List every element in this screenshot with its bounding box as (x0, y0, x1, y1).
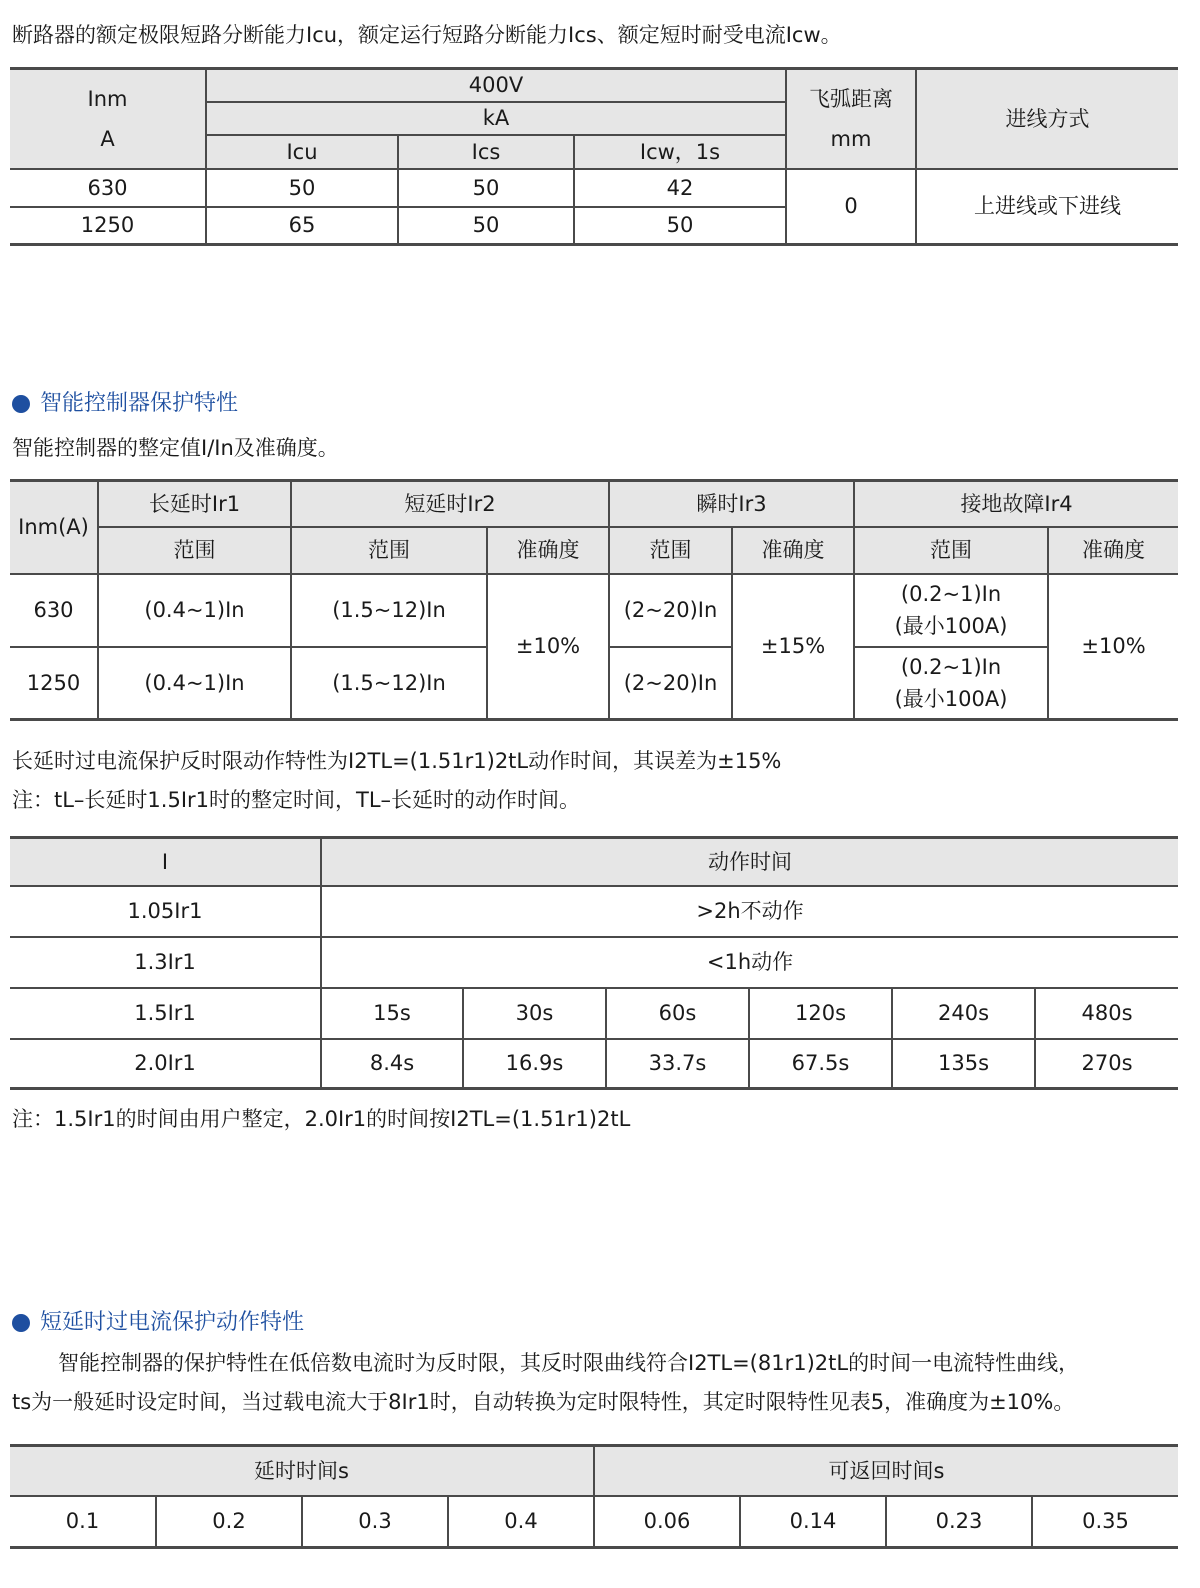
table-row (10, 1496, 1178, 1548)
table2-header-inst: 瞬时Ir3 (609, 481, 854, 527)
table2-header-long: 长延时Ir1 (98, 481, 291, 527)
table2-cell: (0.2~1)In (900, 582, 1002, 606)
table2-header-accuracy: 准确度 (732, 527, 854, 574)
table4-cell: 0.3 (302, 1496, 448, 1548)
table-row (10, 1039, 1178, 1089)
table4-cell: 0.4 (448, 1496, 594, 1548)
section3-paragraph-line1: 智能控制器的保护特性在低倍数电流时为反时限，其反时限曲线符合I2TL=(81r1)2tL的时间一电流特性曲线， (58, 1351, 1080, 1375)
table3-row-label: 1.5Ir1 (134, 1001, 196, 1025)
table1-cell: 50 (398, 207, 574, 245)
table3-row-label: 1.3Ir1 (134, 950, 196, 974)
table2-cell: (2~20)In (609, 647, 732, 720)
table1-cell: 50 (398, 169, 574, 207)
table2-header-inm: Inm(A) (10, 481, 98, 574)
table2-cell: (0.4~1)In (98, 574, 291, 647)
table4-cell: 0.1 (65, 1509, 100, 1534)
table-row (10, 169, 1178, 207)
note-table3: 注：1.5Ir1的时间由用户整定，2.0Ir1的时间按I2TL=(1.51r1)2tL (12, 1107, 631, 1131)
table3-row-label: 1.05Ir1 (127, 899, 203, 923)
table3-cell: 240s (892, 988, 1035, 1039)
section-title: 短延时过电流保护动作特性 (40, 1310, 305, 1335)
table1-cell: 630 (10, 169, 206, 207)
table1-header-a: A (100, 126, 115, 151)
section-title: 智能控制器保护特性 (40, 391, 239, 416)
table-row (10, 988, 1178, 1039)
table2-header-ground: 接地故障Ir4 (854, 481, 1178, 527)
table2-short-accuracy: ±10% (487, 574, 609, 720)
table1-cell: 42 (574, 169, 786, 207)
table2-cell: (0.2~1)In (900, 654, 1002, 679)
table1-header-arc: 飞弧距离 (809, 86, 894, 111)
table1-header-ics: Ics (398, 135, 574, 169)
table3-header-i: I (161, 849, 169, 874)
protection-settings-table (10, 479, 1178, 721)
table3-cell: <1h动作 (321, 937, 1178, 988)
table4-header-return: 可返回时间s (594, 1446, 1178, 1496)
breaking-capacity-table (10, 67, 1178, 246)
table4-cell: 0.06 (594, 1496, 740, 1548)
note-long-delay-definitions: 注：tL–长延时1.5Ir1时的整定时间，TL–长延时的动作时间。 (12, 788, 581, 812)
table1-cell: 50 (206, 169, 398, 207)
table2-header-range: 范围 (609, 527, 732, 574)
table4-cell: 0.2 (156, 1496, 302, 1548)
table3-cell: 270s (1035, 1039, 1178, 1089)
table2-header-short: 短延时Ir2 (291, 481, 609, 527)
section3-paragraph-line2: ts为一般延时设定时间，当过载电流大于8Ir1时，自动转换为定时限特性，其定时限特性见表5，准确度为±10%。 (12, 1390, 1075, 1414)
table1-header-ka: kA (206, 102, 786, 135)
delay-time-table (10, 1444, 1178, 1549)
table4-cell: 0.35 (1032, 1496, 1178, 1548)
table3-cell: 120s (749, 988, 892, 1039)
table2-header-range: 范围 (854, 527, 1048, 574)
table3-cell: 135s (892, 1039, 1035, 1089)
table3-header-time: 动作时间 (321, 838, 1178, 886)
table2-inst-accuracy: ±15% (732, 574, 854, 720)
table-row (10, 574, 1178, 647)
table2-header-accuracy: 准确度 (1048, 527, 1178, 574)
bullet-icon (12, 1314, 30, 1332)
table2-cell: (1.5~12)In (291, 647, 487, 720)
table3-cell: 15s (321, 988, 463, 1039)
table2-cell: (最小100A) (894, 614, 1008, 638)
section-heading-short-delay (12, 1309, 304, 1337)
table1-header-mm: mm (830, 126, 872, 151)
table3-row-label: 2.0Ir1 (134, 1051, 196, 1076)
table4-cell: 0.14 (740, 1496, 886, 1548)
table3-cell: 480s (1035, 988, 1178, 1039)
section-intro: 智能控制器的整定值I/In及准确度。 (12, 436, 339, 460)
table2-cell: 1250 (26, 670, 81, 695)
table1-header-inm: Inm (87, 86, 128, 111)
table3-cell: 33.7s (606, 1039, 749, 1089)
table-row (10, 937, 1178, 988)
table1-header-voltage: 400V (206, 69, 786, 102)
table1-cell: 1250 (80, 213, 135, 238)
intro-text: 断路器的额定极限短路分断能力Icu，额定运行短路分断能力Ics、额定短时耐受电流Icw。 (12, 23, 842, 47)
table2-cell: (2~20)In (609, 574, 732, 647)
table3-cell: 60s (606, 988, 749, 1039)
table2-header-range: 范围 (98, 527, 291, 574)
table1-header-icw: Icw，1s (574, 135, 786, 169)
table2-cell: 630 (10, 574, 98, 647)
table2-ground-accuracy: ±10% (1048, 574, 1178, 720)
table3-cell: >2h不动作 (321, 886, 1178, 937)
table2-cell: (1.5~12)In (291, 574, 487, 647)
table2-header-accuracy: 准确度 (487, 527, 609, 574)
table1-arc-value: 0 (786, 169, 916, 245)
table2-cell: (最小100A) (894, 686, 1008, 711)
bullet-icon (12, 395, 30, 413)
table2-header-range: 范围 (291, 527, 487, 574)
table2-cell: (0.4~1)In (98, 647, 291, 720)
table3-cell: 67.5s (749, 1039, 892, 1089)
section-heading-protection (12, 390, 238, 418)
table3-cell: 8.4s (321, 1039, 463, 1089)
table1-wiring-value: 上进线或下进线 (916, 169, 1178, 245)
note-long-delay: 长延时过电流保护反时限动作特性为I2TL=(1.51r1)2tL动作时间，其误差为±15% (12, 749, 782, 773)
table1-cell: 65 (206, 207, 398, 245)
table1-cell: 50 (574, 207, 786, 245)
table4-header-delay: 延时时间s (254, 1458, 349, 1483)
table3-cell: 16.9s (463, 1039, 606, 1089)
table1-header-wiring: 进线方式 (916, 69, 1178, 169)
table3-cell: 30s (463, 988, 606, 1039)
action-time-table (10, 836, 1178, 1090)
table1-header-icu: Icu (206, 135, 398, 169)
table4-cell: 0.23 (886, 1496, 1032, 1548)
table-row (10, 886, 1178, 937)
